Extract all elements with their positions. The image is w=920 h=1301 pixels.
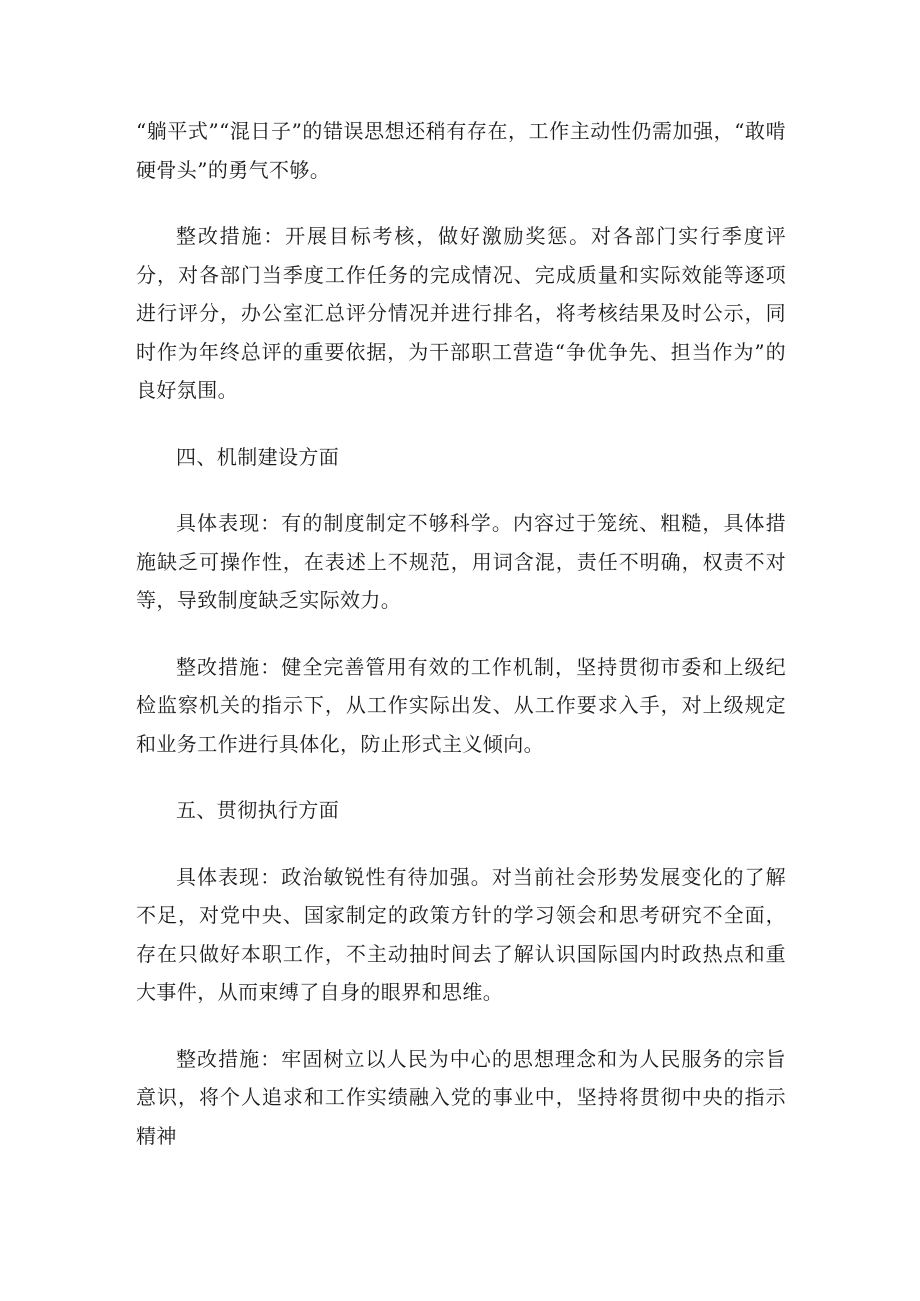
paragraph-rectification-assessment: 整改措施：开展目标考核，做好激励奖惩。对各部门实行季度评分，对各部门当季度工作任务的完成情况、完成质量和实际效能等逐项进行评分，办公室汇总评分情况并进行排名，将考核结果及时公示，同时作为年终总评的重要依据，为干部职工营造“争优争先、担当作为”的良好氛围。 [136,224,786,402]
paragraph-mechanism-rectification: 整改措施：健全完善管用有效的工作机制，坚持贯彻市委和上级纪检监察机关的指示下，从工作实际出发、从工作要求入手，对上级规定和业务工作进行具体化，防止形式主义倾向。 [136,654,786,756]
section-heading-mechanism: 四、机制建设方面 [176,444,340,469]
document-body [136,112,786,1183]
paragraph-mechanism-issue: 具体表现：有的制度制定不够科学。内容过于笼统、粗糙，具体措施缺乏可操作性，在表述上不规范，用词含混，责任不明确，权责不对等，导致制度缺乏实际效力。 [136,511,786,612]
paragraph-implementation-issue: 具体表现：政治敏锐性有待加强。对当前社会形势发展变化的了解不足，对党中央、国家制定的政策方针的学习领会和思考研究不全面，存在只做好本职工作，不主动抽时间去了解认识国际国内时政热点和重大事件，从而束缚了自身的眼界和思维。 [136,864,786,1004]
section-heading-implementation: 五、贯彻执行方面 [176,798,340,822]
paragraph-mindset-issue: “躺平式”“混日子”的错误思想还稍有存在，工作主动性仍需加强，“敢啃硬骨头”的勇气不够。 [136,119,786,182]
paragraph-implementation-rectification: 整改措施：牢固树立以人民为中心的思想理念和为人民服务的宗旨意识，将个人追求和工作实绩融入党的事业中，坚持将贯彻中央的指示精神 [136,1046,786,1148]
